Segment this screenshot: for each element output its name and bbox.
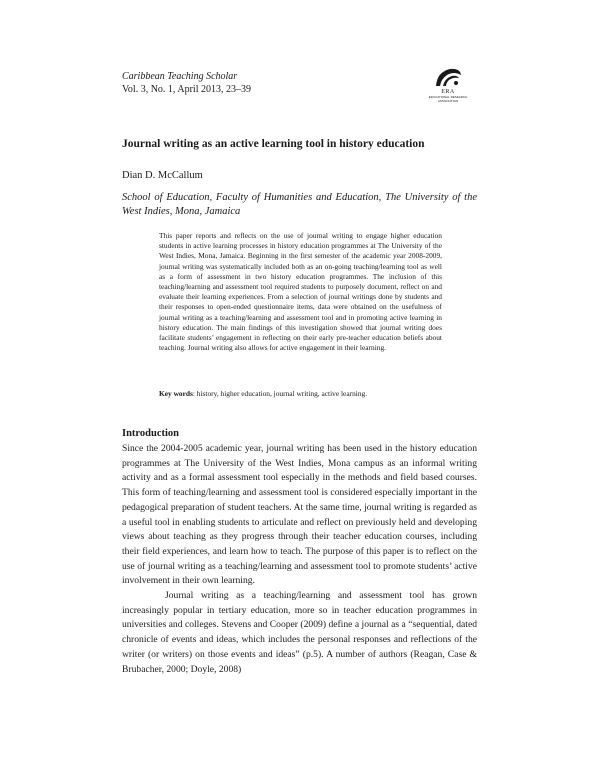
article-title: Journal writing as an active learning tool in history education	[122, 138, 425, 150]
intro-paragraph-2: Journal writing as a teaching/learning and assessment tool has grown increasingly popular in tertiary education, more so in teacher education programmes in universities and colleges. Stevens and Cooper (2009) define a journal as a “sequential, dated chronicle of events and ideas, which includes the personal responses and reflections of the writer (or writers) on those events and ideas” (p.5). A number of authors (Reagan, Case & Brubacher, 2000; Doyle, 2008)	[122, 590, 477, 675]
journal-header	[122, 70, 251, 96]
keywords-label: Key words	[159, 389, 193, 398]
era-emblem-icon	[433, 66, 463, 88]
introduction-body	[122, 442, 477, 677]
era-tagline-2: ASSOCIATION	[437, 99, 459, 103]
keywords	[159, 389, 442, 399]
keywords-list: : history, higher education, journal writing, active learning.	[192, 389, 368, 398]
era-acronym: ERA	[441, 89, 455, 95]
era-logo	[420, 66, 476, 103]
journal-citation: Vol. 3, No. 1, April 2013, 23–39	[122, 84, 251, 95]
section-heading-introduction: Introduction	[122, 428, 179, 439]
author-affiliation: School of Education, Faculty of Humanities and Education, The University of the West Indies, Mona, Jamaica	[122, 192, 477, 217]
era-tagline-1: EDUCATIONAL RESEARCH	[428, 95, 468, 99]
intro-paragraph-1: Since the 2004-2005 academic year, journal writing has been used in the history education programmes at The University of the West Indies, Mona campus as an informal writing activity and as a formal assessment tool especially in the methods and field based courses. This form of teaching/learning and assessment tool is considered especially important in the pedagogical preparation of student teachers. At the same time, journal writing is regarded as a useful tool in enabling students to articulate and reflect on previously held and developing views about teaching as they progress through their teacher education courses, including their field experiences, and learn how to teach. The purpose of this paper is to reflect on the use of journal writing as a teaching/learning and assessment tool to promote students’ active involvement in their own learning.	[122, 443, 477, 587]
journal-name: Caribbean Teaching Scholar	[122, 71, 238, 82]
abstract: This paper reports and reflects on the use of journal writing to engage higher education students in active learning processes in history education programmes at The University of the West Indies, Mona, Jamaica. Beginning in the first semester of the academic year 2008-2009, journal writing was systematically included both as an on-going teaching/learning tool as well as a form of assessment in two history education programmes. The inclusion of this teaching/learning and assessment tool required students to purposely document, reflect on and evaluate their learning experiences. From a selection of journal writings done by students and their responses to open-ended questionnaire items, data were obtained on the usefulness of journal writing as a teaching/learning and assessment tool and in promoting active learning in history education. The main findings of this investigation showed that journal writing does facilitate students’ engagement in reflecting on their early pre-teacher education beliefs about teaching. Journal writing also allows for active engagement in their learning.	[159, 231, 442, 353]
article-author: Dian D. McCallum	[122, 170, 203, 181]
